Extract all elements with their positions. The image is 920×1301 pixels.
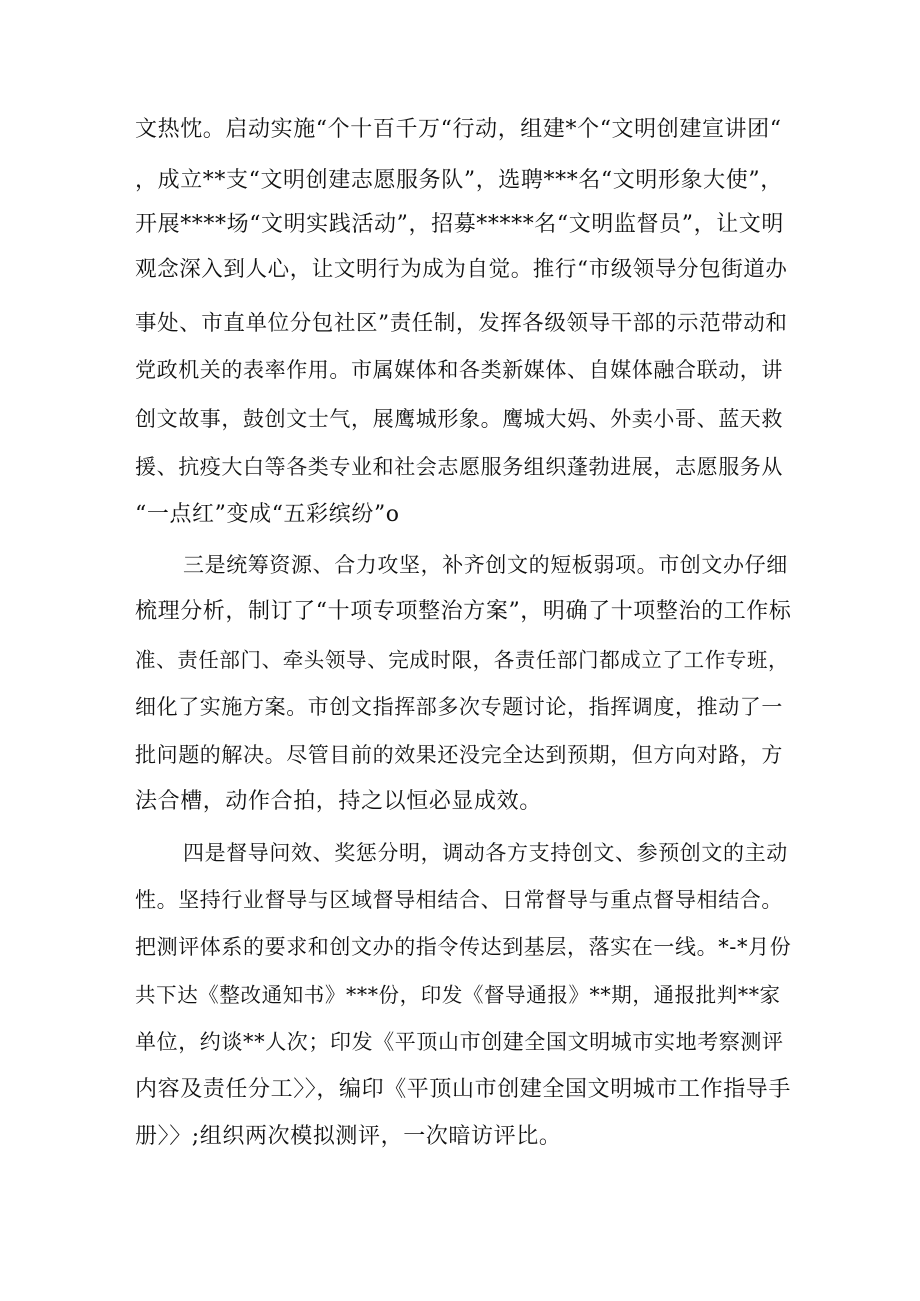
text-line: 内容及责任分工〉〉，编印《平顶山市创建全国文明城市工作指导手: [135, 1077, 792, 1102]
text-line: 三是统筹资源、合力攻坚，补齐创文的短板弱项。市创文办仔细: [183, 553, 788, 577]
text-line: 法合槽，动作合拍，持之以恒必显成效。: [135, 789, 542, 814]
text-line: 细化了实施方案。市创文指挥部多次专题讨论，指挥调度，推动了一: [135, 695, 783, 719]
text-line: “一点红”变成“五彩缤纷”o: [135, 502, 400, 527]
text-line: 册〉〉;组织两次模拟测评，一次暗访评比。: [135, 1124, 562, 1149]
text-line: 开展****场“文明实践活动”，招募*****名“文明监督员”，让文明: [135, 212, 784, 237]
text-line: 共下达《整改通知书》***份，印发《督导通报》**期，通报批判**家: [135, 983, 781, 1007]
text-line: 四是督导问效、奖惩分明，调动各方支持创文、参预创文的主动: [183, 841, 788, 865]
text-line: 梳理分析，制订了“十项专项整治方案”，明确了十项整治的工作标: [135, 599, 792, 624]
text-line: 援、抗疫大白等各类专业和社会志愿服务组织蓬勃进展，志愿服务从: [135, 455, 783, 479]
text-line: 单位，约谈**人次；印发《平顶山市创建全国文明城市实地考察测评: [135, 1030, 784, 1054]
text-line: 批问题的解决。尽管目前的效果还没完全达到预期，但方向对路，方: [135, 743, 783, 767]
text-line: 性。坚持行业督导与区域督导相结合、日常督导与重点督导相结合。: [135, 888, 783, 912]
text-line: 把测评体系的要求和创文办的指令传达到基层，落实在一线。*-*月份: [135, 935, 792, 959]
text-line: 创文故事，鼓创文士气，展鹰城形象。鹰城大妈、外卖小哥、蓝天救: [135, 407, 783, 431]
text-line: 观念深入到人心，让文明行为成为自觉。推行“市级领导分包街道办: [135, 257, 788, 282]
text-line: 党政机关的表率作用。市属媒体和各类新媒体、自媒体融合联动，讲: [135, 358, 783, 382]
text-line: 事处、市直单位分包社区”责任制，发挥各级领导干部的示范带动和: [135, 311, 788, 336]
text-line: ，成立**支“文明创建志愿服务队”，选聘***名“文明形象大使”，: [135, 168, 783, 193]
text-line: 文热忱。启动实施“个十百千万“行动，组建*个“文明创建宣讲团“: [135, 117, 782, 142]
text-line: 准、责任部门、牵头领导、完成时限，各责任部门都成立了工作专班，: [135, 648, 790, 672]
